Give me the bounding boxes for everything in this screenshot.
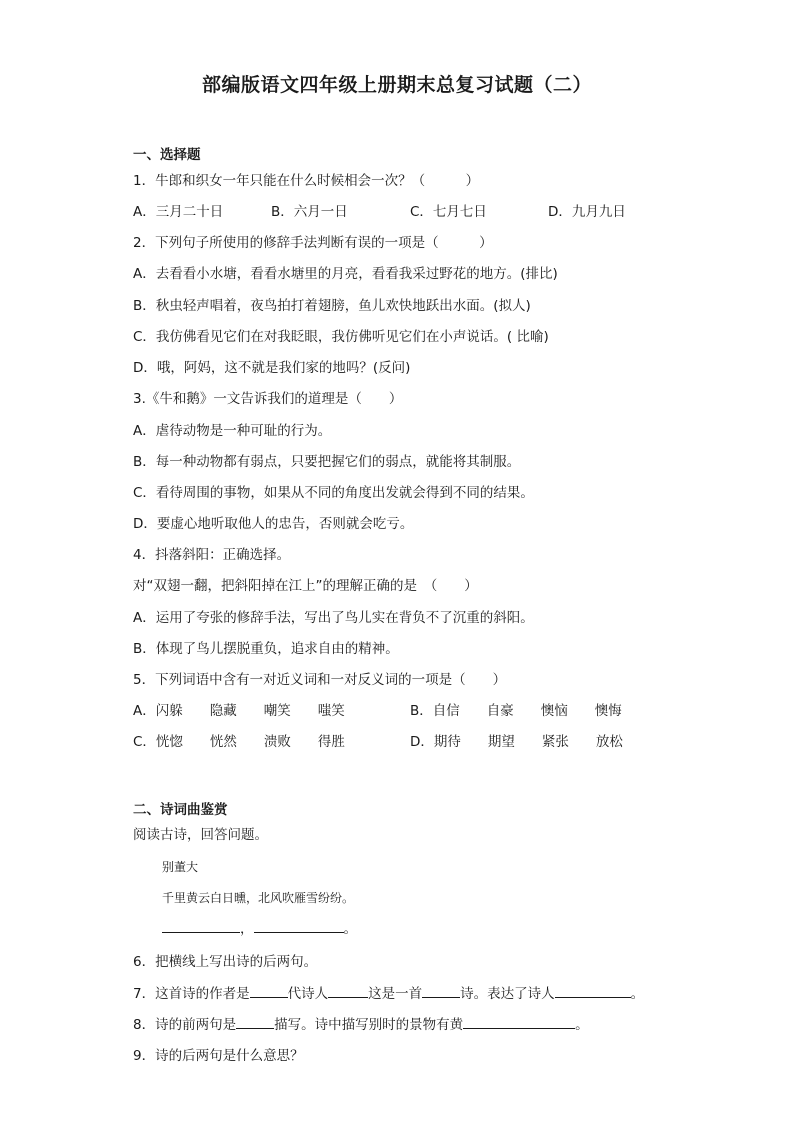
answer-blank-1[interactable] bbox=[162, 920, 240, 933]
q5-option-b: B．自信 自豪 懊恼 懊悔 bbox=[410, 703, 622, 719]
q3-option-c: C．看待周围的事物，如果从不同的角度出发就会得到不同的结果。 bbox=[133, 485, 534, 501]
section-heading-choice: 一、选择题 bbox=[133, 147, 201, 163]
answer-blank-line: ， 。 bbox=[162, 920, 357, 938]
q4-option-b: B．体现了鸟儿摆脱重负，追求自由的精神。 bbox=[133, 641, 399, 657]
q7-blank-emotion[interactable] bbox=[555, 985, 631, 998]
answer-blank-2[interactable] bbox=[254, 920, 344, 933]
question-3-stem: 3.《牛和鹅》一文告诉我们的道理是（ ） bbox=[133, 391, 403, 407]
q7-blank-author[interactable] bbox=[328, 985, 368, 998]
q2-option-b: B．秋虫轻声唱着，夜鸟拍打着翅膀，鱼儿欢快地跃出水面。(拟人) bbox=[133, 298, 531, 314]
q5-option-a: A．闪躲 隐藏 嘲笑 嗤笑 bbox=[133, 703, 345, 719]
q2-option-a: A．去看看小水塘，看看水塘里的月亮，看看我采过野花的地方。(排比) bbox=[133, 266, 558, 282]
q8-blank-scenery[interactable] bbox=[463, 1016, 575, 1029]
q7-blank-type[interactable] bbox=[422, 985, 460, 998]
question-2-stem: 2．下列句子所使用的修辞手法判断有误的一项是（ ） bbox=[133, 235, 493, 251]
question-6: 6．把横线上写出诗的后两句。 bbox=[133, 954, 318, 970]
question-4-stem: 4．抖落斜阳：正确选择。 bbox=[133, 547, 291, 563]
poetry-intro: 阅读古诗，回答问题。 bbox=[133, 827, 268, 843]
question-5-stem: 5．下列词语中含有一对近义词和一对反义词的一项是（ ） bbox=[133, 672, 507, 688]
q1-option-c: C．七月七日 bbox=[410, 204, 487, 220]
question-1-stem: 1．牛郎和织女一年只能在什么时候相会一次？（ ） bbox=[133, 173, 480, 189]
question-7: 7．这首诗的作者是 代诗人 这是一首 诗。表达了诗人 。 bbox=[133, 986, 645, 1002]
q7-blank-dynasty[interactable] bbox=[250, 985, 288, 998]
poem-line: 千里黄云白日曛，北风吹雁雪纷纷。 bbox=[162, 891, 355, 905]
q3-option-d: D．要虚心地听取他人的忠告，否则就会吃亏。 bbox=[133, 516, 414, 532]
q3-option-a: A．虐待动物是一种可耻的行为。 bbox=[133, 423, 332, 439]
section-heading-poetry: 二、诗词曲鉴赏 bbox=[133, 802, 228, 818]
q4-option-a: A．运用了夸张的修辞手法，写出了鸟儿实在背负不了沉重的斜阳。 bbox=[133, 610, 534, 626]
question-8: 8．诗的前两句是 描写。诗中描写别时的景物有黄 。 bbox=[133, 1017, 589, 1033]
q5-option-c: C．恍惚 恍然 溃败 得胜 bbox=[133, 734, 345, 750]
q1-option-a: A．三月二十日 bbox=[133, 204, 224, 220]
poem-title: 别董大 bbox=[162, 860, 199, 874]
q8-blank-description[interactable] bbox=[236, 1016, 274, 1029]
q1-option-d: D．九月九日 bbox=[548, 204, 626, 220]
q1-option-b: B．六月一日 bbox=[271, 204, 348, 220]
q5-option-d: D．期待 期望 紧张 放松 bbox=[410, 734, 623, 750]
q3-option-b: B．每一种动物都有弱点，只要把握它们的弱点，就能将其制服。 bbox=[133, 454, 521, 470]
q2-option-c: C．我仿佛看见它们在对我眨眼，我仿佛听见它们在小声说话。( 比喻) bbox=[133, 329, 549, 345]
question-9: 9．诗的后两句是什么意思？ bbox=[133, 1048, 304, 1064]
q2-option-d: D．哦，阿妈，这不就是我们家的地吗？(反问) bbox=[133, 360, 411, 376]
page-title: 部编版语文四年级上册期末总复习试题（二） bbox=[201, 74, 592, 96]
question-4-sub: 对“双翅一翻，把斜阳掉在江上”的理解正确的是 （ ） bbox=[133, 578, 478, 594]
